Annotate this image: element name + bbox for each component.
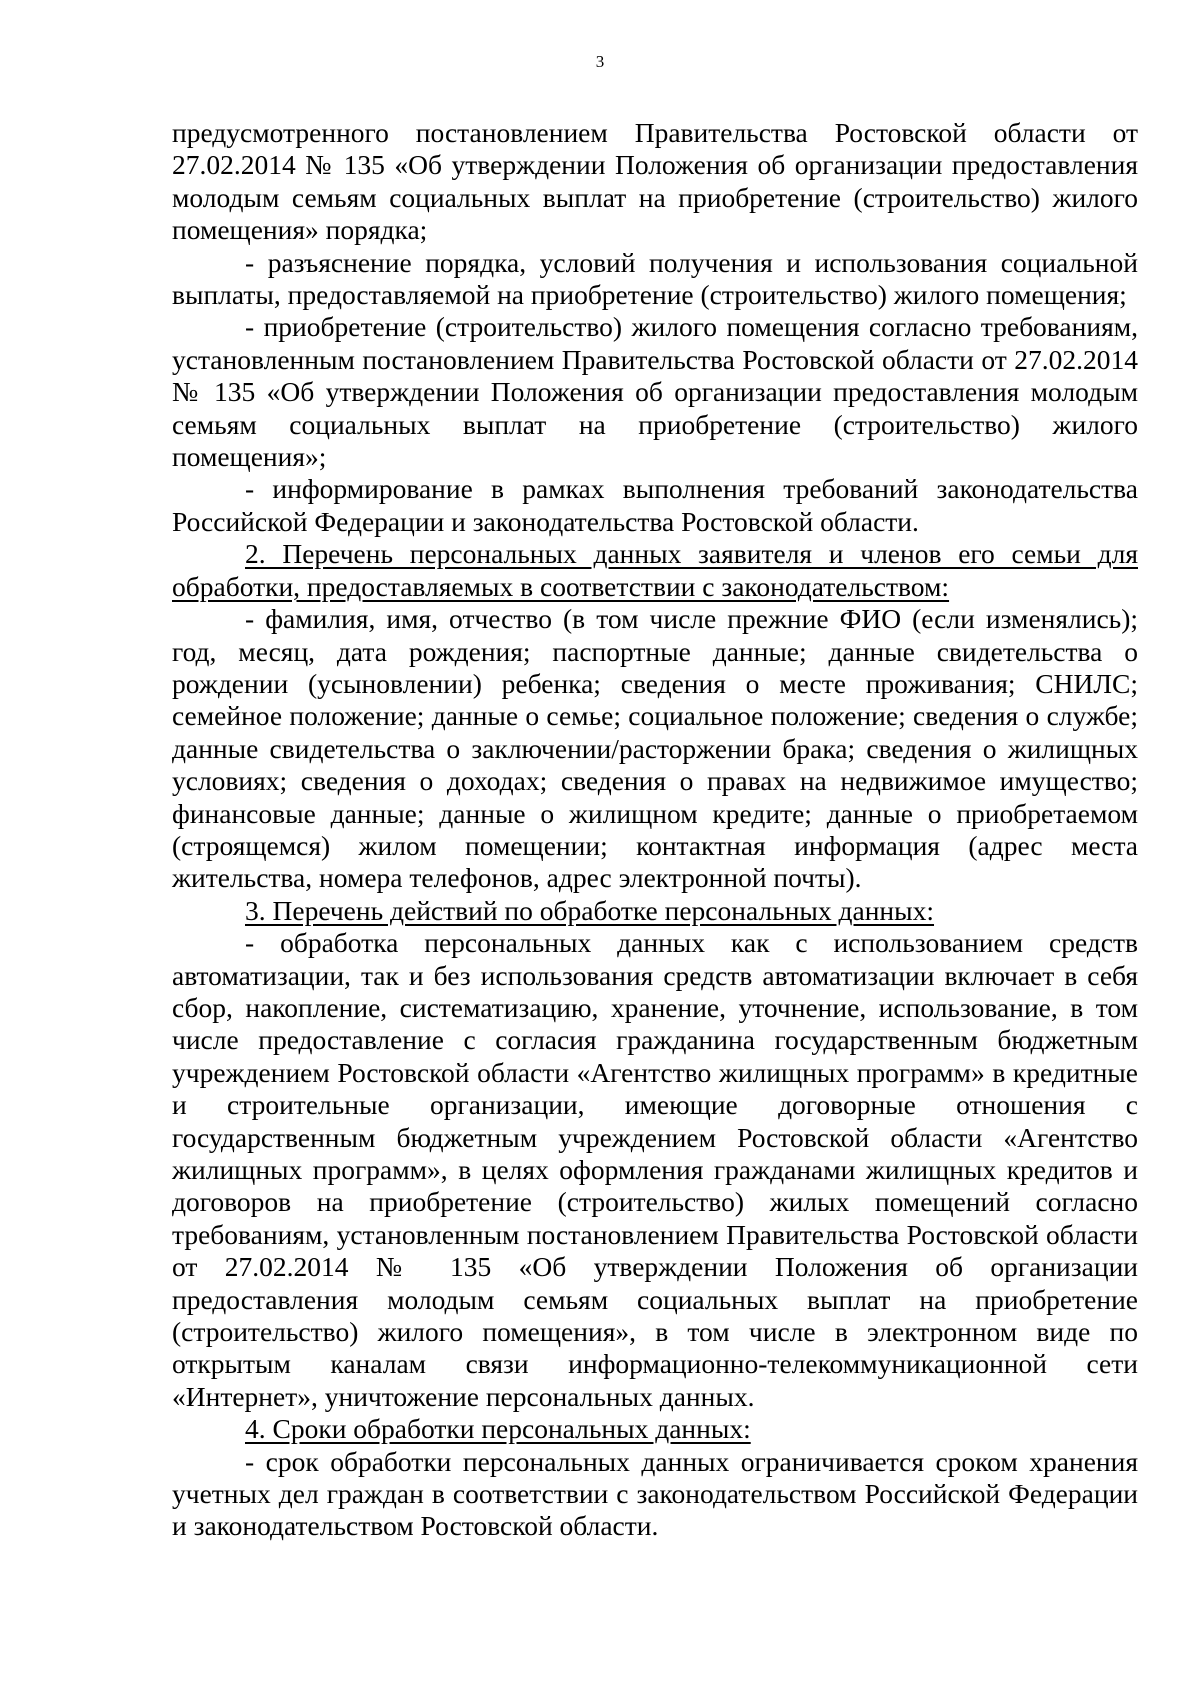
list-item-explanation: - разъяснение порядка, условий получения и использования социальной выплаты, предоставляемой на приобретение (строительство) жилого помещения; — [172, 246, 1138, 311]
page-number: 3 — [595, 52, 605, 71]
list-item-informing: - информирование в рамках выполнения требований законодательства Российской Федерации и законодательства Ростовской области. — [172, 473, 1138, 537]
section-heading-3: 3. Перечень действий по обработке персональных данных: — [245, 894, 935, 926]
section-heading-2: 2. Перечень персональных данных заявителя и членов его семьи для обработки, предоставляемых в соответствии с законодательством: — [172, 538, 1138, 602]
list-item-personal-data: - фамилия, имя, отчество (в том числе прежние ФИО (если изменялись); год, месяц, дата рождения; паспортные данные; данные свидетельства о рождении (усыновлении) ребенка; сведения о месте проживания; СНИЛС; семейное положение; данные о семье; социальное положение; сведения о службе; данные свидетельства о заключении/расторжении брака; сведения о жилищных условиях; сведения о доходах; сведения о правах на недвижимое имущество; финансовые данные; данные о жилищном кредите; данные о приобретаемом (строящемся) жилом помещении; контактная информация (адрес места жительства, номера телефонов, адрес электронной почты). — [172, 603, 1138, 894]
document-body — [172, 117, 1138, 1543]
list-item-processing-actions: - обработка персональных данных как с использованием средств автоматизации, так и без использования средств автоматизации включает в себя сбор, накопление, систематизацию, хранение, уточнение, использование, в том числе предоставление с согласия гражданина государственным бюджетным учреждением Ростовской области «Агентство жилищных программ» в кредитные и строительные организации, имеющие договорные отношения с государственным бюджетным учреждением Ростовской области «Агентство жилищных программ», в целях оформления гражданами жилищных кредитов и договоров на приобретение (строительство) жилых помещений согласно требованиям, установленным постановлением Правительства Ростовской области от 27.02.2014 № 135 «Об утверждении Положения об организации предоставления молодым семьям социальных выплат на приобретение (строительство) жилого помещения», в том числе в электронном виде по открытым каналам связи информационно-телекоммуникационной сети «Интернет», уничтожение персональных данных. — [172, 927, 1138, 1412]
paragraph-continuation: предусмотренного постановлением Правительства Ростовской области от 27.02.2014 № 135 «Об утверждении Положения об организации предоставления молодым семьям социальных выплат на приобретение (строительство) жилого помещения» порядка; — [172, 117, 1138, 246]
list-item-processing-term: - срок обработки персональных данных ограничивается сроком хранения учетных дел граждан в соответствии с законодательством Российской Федерации и законодательством Ростовской области. — [172, 1445, 1138, 1542]
section-heading-4: 4. Сроки обработки персональных данных: — [245, 1413, 751, 1445]
list-item-acquisition: - приобретение (строительство) жилого помещения согласно требованиям, установленным постановлением Правительства Ростовской области от 27.02.2014 № 135 «Об утверждении Положения об организации предоставления молодым семьям социальных выплат на приобретение (строительство) жилого помещения»; — [172, 311, 1138, 473]
